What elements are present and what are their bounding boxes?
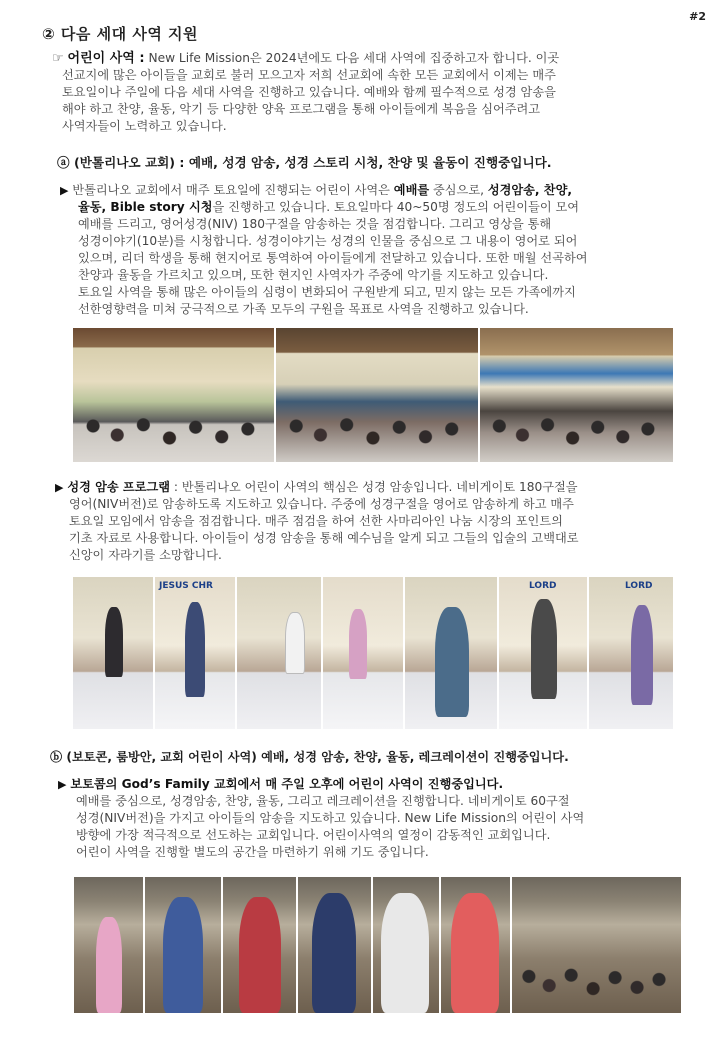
bullet-arrow-icon: ▶	[55, 481, 64, 494]
page-number: #2	[689, 10, 706, 23]
bullet-line: 예배를 드리고, 영어성경(NIV) 180구절을 암송하는 것을 점검합니다. 그리고 영상을 통해	[78, 217, 552, 231]
photo-worship-hall-3	[480, 328, 673, 462]
text-run-bold: 성경 암송 프로그램	[67, 480, 171, 494]
intro-line: 선교지에 많은 아이들을 교회로 불러 모으고자 저희 선교회에 속한 모든 교회에서 이제는 매주	[62, 68, 556, 82]
bullet-line: 방향에 가장 적극적으로 선도하는 교회입니다. 어린이사역의 열정이 감동적인 교회입니다.	[76, 828, 551, 842]
photo-recitation-7	[589, 577, 673, 729]
bullet-line: 신앙이 자라기를 소망합니다.	[69, 548, 222, 562]
bullet-line: 선한영향력을 미쳐 궁극적으로 가족 모두의 구원을 목표로 사역을 진행하고 있습니다.	[78, 302, 529, 316]
banner-text: JESUS CHR	[159, 581, 213, 591]
intro-line: 토요일이나 주일에 다음 세대 사역을 진행하고 있습니다. 예배와 함께 필수적으로 성경 암송을	[62, 85, 556, 99]
bullet-line: 토요일 모임에서 암송을 점검합니다. 매주 점검을 하여 선한 사마리아인 나눔 시장의 포인트의	[69, 514, 563, 528]
bullet-arrow-icon: ▶	[60, 184, 69, 197]
bullet-line: 예배를 중심으로, 성경암송, 찬양, 율동, 그리고 레크레이션을 진행합니다. 네비게이토 60구절	[76, 794, 570, 808]
photo-child-1	[74, 877, 143, 1013]
text-run: : 반톨리나오 어린이 사역의 핵심은 성경 암송입니다. 네비게이토 180구절을	[170, 480, 578, 494]
photo-recitation-5	[405, 577, 497, 729]
text-run: 반톨리나오 교회에서 매주 토요일에 진행되는 어린이 사역은	[72, 183, 394, 197]
photo-recitation-1	[73, 577, 153, 729]
bullet-line: 어린이 사역을 진행할 별도의 공간을 마련하기 위해 기도 중입니다.	[76, 845, 429, 859]
text-run-bold: 성경암송, 찬양,	[487, 183, 572, 197]
banner-text: LORD	[529, 581, 557, 591]
bullet-line: 기초 자료로 사용합니다. 아이들이 성경 암송을 통해 예수님을 알게 되고 그들의 입술의 고백대로	[69, 531, 579, 545]
pointing-hand-icon: ☞	[52, 51, 64, 66]
bullet-line: 성경이야기(10분)를 시청합니다. 성경이야기는 성경의 인물을 중심으로 그 내용이 영어로 되어	[78, 234, 578, 248]
intro-block	[52, 50, 559, 135]
text-run-bold: 예배를	[393, 183, 430, 197]
photo-worship-hall-1	[73, 328, 274, 462]
photo-child-5	[373, 877, 439, 1013]
photo-worship-hall-2	[276, 328, 478, 462]
photo-child-4	[298, 877, 371, 1013]
bullet-line: 성경(NIV버전)을 가지고 아이들의 암송을 지도하고 있습니다. New Life Mission의 어린이 사역	[76, 811, 585, 825]
sub-b-bullet	[58, 776, 584, 861]
photo-children-group	[512, 877, 681, 1013]
photo-child-2	[145, 877, 221, 1013]
banner-text: LORD	[625, 581, 653, 591]
photo-recitation-6	[499, 577, 587, 729]
intro-line: New Life Mission은 2024년에도 다음 세대 사역에 집중하고자 합니다. 이곳	[148, 51, 560, 65]
bullet-arrow-icon: ▶	[58, 778, 67, 791]
photo-recitation-4	[323, 577, 403, 729]
intro-line: 사역자들이 노력하고 있습니다.	[62, 119, 227, 133]
sub-a-bullet-1	[60, 182, 588, 318]
bullet-line: 토요일 사역을 통해 많은 아이들의 심령이 변화되어 구원받게 되고, 믿지 않는 모든 가족에까지	[78, 285, 576, 299]
bullet-line: 찬양과 율동을 가르치고 있으며, 또한 현지인 사역자가 주중에 악기를 지도하고 있습니다.	[78, 268, 549, 282]
photo-child-3	[223, 877, 296, 1013]
sub-a-bullet-2	[55, 479, 579, 564]
text-run-bold: 율동, Bible story 시청	[78, 200, 213, 214]
bullet-line: 있으며, 리더 학생을 통해 현지어로 통역하여 아이들에게 전달하고 있습니다. 또한 매월 선곡하여	[78, 251, 588, 265]
intro-label: 어린이 사역 :	[67, 51, 145, 66]
sub-a-heading: ⓐ (반톨리나오 교회) : 예배, 성경 암송, 성경 스토리 시청, 찬양 및 율동이 진행중입니다.	[57, 155, 552, 170]
text-run: 중심으로,	[429, 183, 488, 197]
photo-child-6	[441, 877, 510, 1013]
sub-b-heading: ⓑ (보토콘, 룸방안, 교회 어린이 사역) 예배, 성경 암송, 찬양, 율동, 레크레이션이 진행중입니다.	[50, 750, 569, 764]
text-run: 을 진행하고 있습니다. 토요일마다 40~50명 정도의 어린이들이 모여	[212, 200, 580, 214]
photo-recitation-2	[155, 577, 235, 729]
text-run-bold: 보토콤의 God’s Family 교회에서 매 주일 오후에 어린이 사역이 진행중입니다.	[70, 777, 504, 791]
section-title: ② 다음 세대 사역 지원	[42, 25, 199, 43]
intro-line: 해야 하고 찬양, 율동, 악기 등 다양한 양육 프로그램을 통해 아이들에게 복음을 심어주려고	[62, 102, 541, 116]
bullet-line: 영어(NIV버전)로 암송하도록 지도하고 있습니다. 주중에 성경구절을 영어로 암송하게 하고 매주	[69, 497, 574, 511]
photo-recitation-3	[237, 577, 321, 729]
